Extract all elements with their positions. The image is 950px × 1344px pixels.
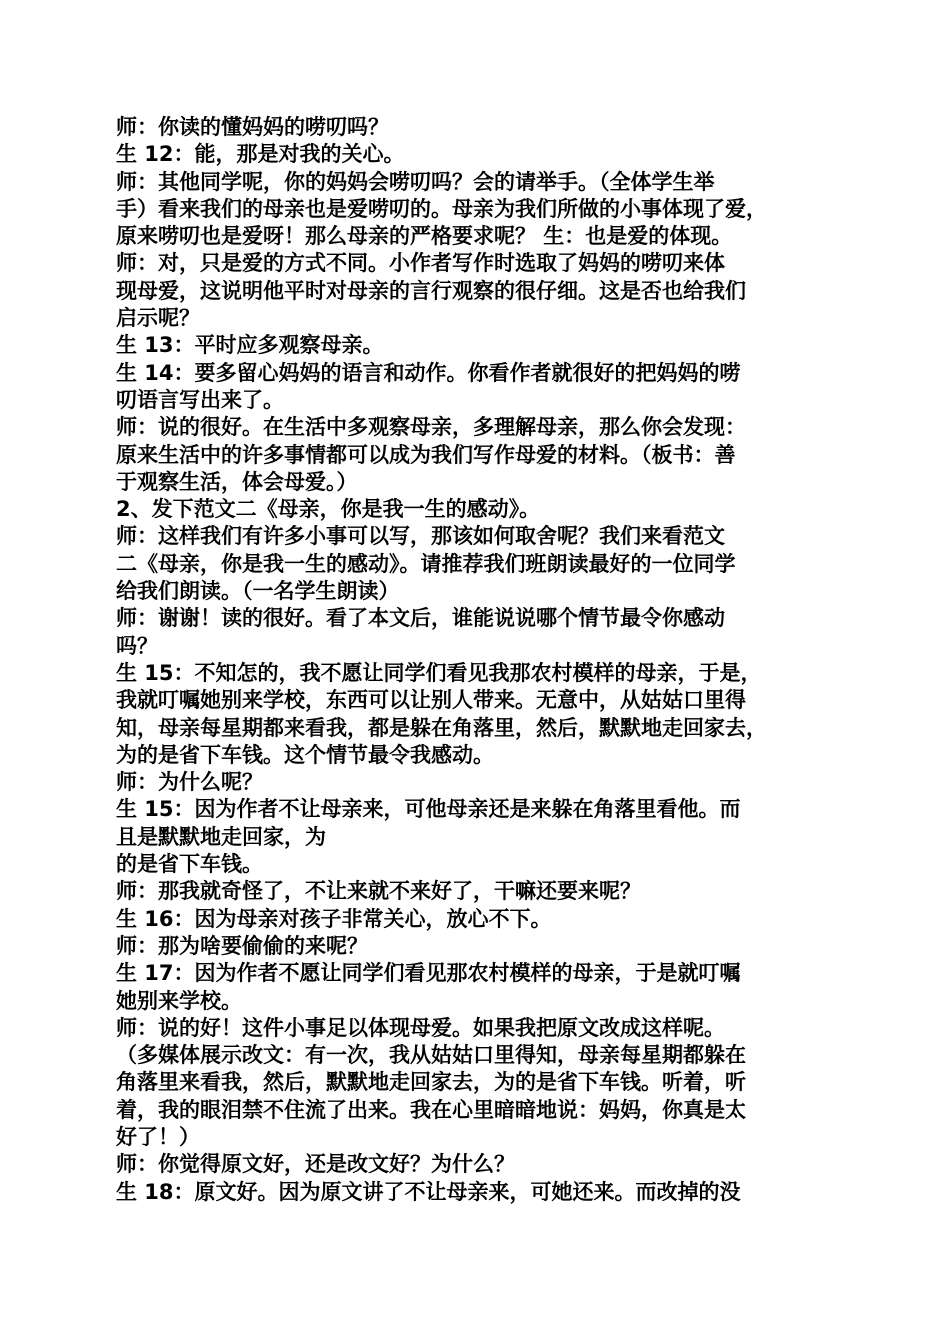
transcript-line: 启示呢？ [116,306,200,331]
transcript-line: 生 13：平时应多观察母亲。 [116,333,384,358]
transcript-line: 的是省下车钱。 [116,852,263,877]
transcript-line: 叨语言写出来了。 [116,387,284,412]
transcript-line: 师：其他同学呢，你的妈妈会唠叨吗？会的请举手。（全体学生举 [116,169,715,194]
transcript-line: 现母爱，这说明他平时对母亲的言行观察的很仔细。这是否也给我们 [116,278,746,303]
transcript-line: 生 15：因为作者不让母亲来，可他母亲还是来躲在角落里看他。而 [116,797,741,822]
transcript-line: 师：为什么呢？ [116,770,263,795]
transcript-line: 生 17：因为作者不愿让同学们看见那农村模样的母亲，于是就叮嘱 [116,961,741,986]
transcript-line: 原来唠叨也是爱呀！那么母亲的严格要求呢？ 生：也是爱的体现。 [116,224,733,249]
transcript-line: 师：说的很好。在生活中多观察母亲，多理解母亲，那么你会发现： [116,415,746,440]
transcript-line: 生 12：能，那是对我的关心。 [116,142,405,167]
transcript-line: 生 14：要多留心妈妈的语言和动作。你看作者就很好的把妈妈的唠 [116,360,741,385]
transcript-line: 于观察生活，体会母爱。） [116,469,358,494]
transcript-line: 师：这样我们有许多小事可以写，那该如何取舍呢？我们来看范文 [116,524,725,549]
transcript-line: 我就叮嘱她别来学校，东西可以让别人带来。无意中，从姑姑口里得 [116,688,746,713]
transcript-line: 师：你觉得原文好，还是改文好？为什么？ [116,1152,515,1177]
transcript-line: 师：那我就奇怪了，不让来就不来好了，干嘛还要来呢？ [116,879,641,904]
transcript-line: 给我们朗读。（一名学生朗读） [116,579,400,604]
transcript-line: 生 18：原文好。因为原文讲了不让母亲来，可她还来。而改掉的没 [116,1179,741,1204]
transcript-line: 她别来学校。 [116,988,242,1013]
lesson-transcript [116,114,838,1206]
transcript-line: 知，母亲每星期都来看我，都是躲在角落里，然后，默默地走回家去， [116,715,767,740]
transcript-line: 为的是省下车钱。这个情节最令我感动。 [116,742,494,767]
transcript-line: 手）看来我们的母亲也是爱唠叨的。母亲为我们所做的小事体现了爱， [116,196,767,221]
transcript-line: 生 16：因为母亲对孩子非常关心，放心不下。 [116,906,552,931]
transcript-line: 师：你读的懂妈妈的唠叨吗？ [116,115,389,139]
transcript-line: 好了！） [116,1124,200,1149]
transcript-line: 原来生活中的许多事情都可以成为我们写作母爱的材料。（板书：善 [116,442,736,467]
transcript-line: 师：对，只是爱的方式不同。小作者写作时选取了妈妈的唠叨来体 [116,251,725,276]
transcript-line: （多媒体展示改文：有一次，我从姑姑口里得知，母亲每星期都躲在 [116,1043,746,1068]
transcript-line: 师：说的好！这件小事足以体现母爱。如果我把原文改成这样呢。 [116,1015,725,1040]
transcript-line: 2、发下范文二《母亲，你是我一生的感动》。 [116,497,541,522]
transcript-line: 师：谢谢！读的很好。看了本文后，谁能说说哪个情节最令你感动 [116,606,725,631]
transcript-line: 生 15：不知怎的，我不愿让同学们看见我那农村模样的母亲，于是， [116,660,762,685]
transcript-line: 着，我的眼泪禁不住流了出来。我在心里暗暗地说：妈妈，你真是太 [116,1097,746,1122]
transcript-line: 角落里来看我，然后，默默地走回家去，为的是省下车钱。听着，听 [116,1070,746,1095]
transcript-line: 且是默默地走回家，为 [116,824,326,849]
transcript-line: 二《母亲，你是我一生的感动》。请推荐我们班朗读最好的一位同学 [116,551,736,576]
transcript-line: 师：那为啥要偷偷的来呢？ [116,933,368,958]
transcript-line: 吗？ [116,633,158,658]
